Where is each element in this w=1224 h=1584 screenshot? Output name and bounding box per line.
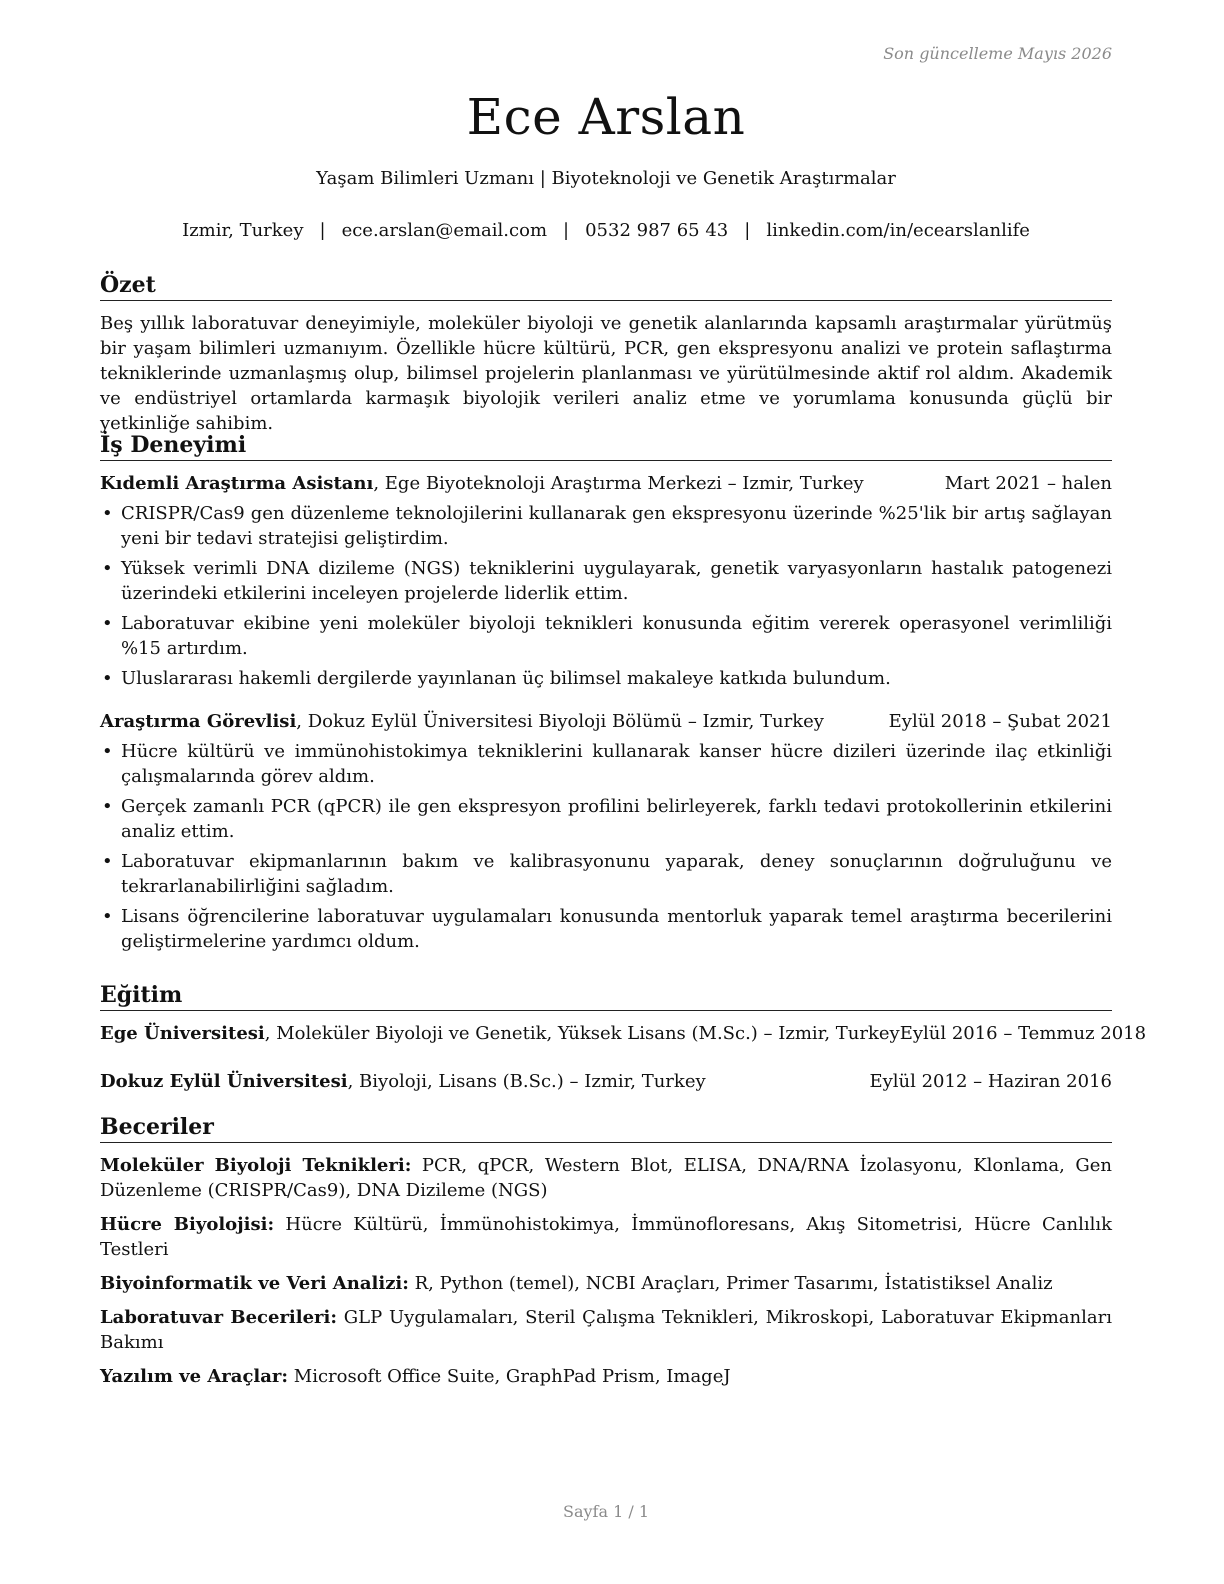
section-title-experience: İş Deneyimi [100,431,1112,461]
contact-separator: | [744,220,751,241]
page-number: Sayfa 1 / 1 [562,1502,649,1521]
job-entry [100,709,1112,954]
job-role: Araştırma Görevlisi [100,711,297,732]
job-bullet: • Yüksek verimli DNA dizileme (NGS) tekniklerini uygulayarak, genetik varyasyonların hastalık patogenezi üzerindeki etkilerini inceleyen projelerde liderlik ettim. [100,556,1112,606]
job-bullet: • CRISPR/Cas9 gen düzenleme teknolojilerini kullanarak gen ekspresyonu üzerinde %25'lik bir artış sağlayan yeni bir tedavi stratejisi geliştirdim. [100,501,1112,551]
skill-label: Yazılım ve Araçlar: [100,1366,289,1387]
job-bullets [100,501,1112,691]
skill-row [100,1364,1112,1389]
skill-row [100,1271,1112,1296]
job-header [100,709,1112,735]
section-title-education: Eğitim [100,981,1112,1011]
education-detail: , Biyoloji, Lisans (B.Sc.) – Izmir, Turkey [347,1071,706,1092]
contact-separator: | [563,220,570,241]
job-bullet: • Laboratuvar ekipmanlarının bakım ve kalibrasyonunu yaparak, deney sonuçlarının doğruluğunu ve tekrarlanabilirliğini sağladım. [100,849,1112,899]
job-dates: Eylül 2018 – Şubat 2021 [888,711,1112,732]
section-title-skills: Beceriler [100,1113,1112,1143]
skill-value: PCR, qPCR, Western Blot, ELISA, DNA/RNA İzolasyonu, Klonlama, Gen Düzenleme (CRISPR/Cas9), DNA Dizileme (NGS) [100,1155,1113,1201]
education-entry [100,1069,1112,1095]
job-org: , Ege Biyoteknoloji Araştırma Merkezi – Izmir, Turkey [373,473,864,494]
contact-phone: 0532 987 65 43 [585,220,729,241]
resume-page [100,0,1147,1584]
job-bullets [100,739,1112,954]
job-bullet: • Laboratuvar ekibine yeni moleküler biyoloji teknikleri konusunda eğitim vererek operasyonel verimliliği %15 artırdım. [100,611,1112,661]
skill-row [100,1212,1112,1262]
education-dates: Eylül 2012 – Haziran 2016 [869,1071,1112,1092]
job-header [100,471,1112,497]
skill-label: Moleküler Biyoloji Teknikleri: [100,1155,412,1176]
education-line [100,1021,900,1047]
job-role: Kıdemli Araştırma Asistanı [100,473,374,494]
job-bullet: • Hücre kültürü ve immünohistokimya tekniklerini kullanarak kanser hücre dizileri üzerinde ilaç etkinliği çalışmalarında görev aldım. [100,739,1112,789]
contact-location: Izmir, Turkey [182,220,304,241]
skill-label: Biyoinformatik ve Veri Analizi: [100,1273,409,1294]
skill-row [100,1153,1112,1203]
experience-section [100,431,1112,959]
job-dates: Mart 2021 – halen [944,473,1112,494]
job-bullet: • Lisans öğrencilerine laboratuvar uygulamaları konusunda mentorluk yaparak temel araştırma becerilerini geliştirmelerine yardımcı oldum. [100,904,1112,954]
skills-section [100,1113,1112,1398]
education-school: Ege Üniversitesi [100,1023,265,1044]
candidate-name: Ece Arslan [466,88,746,146]
contact-line [100,218,1112,244]
education-dates: Eylül 2016 – Temmuz 2018 [899,1023,1147,1044]
job-org: , Dokuz Eylül Üniversitesi Biyoloji Bölümü – Izmir, Turkey [296,711,824,732]
job-bullet: • Gerçek zamanlı PCR (qPCR) ile gen ekspresyon profilini belirleyerek, farklı tedavi protokollerinin etkilerini analiz ettim. [100,794,1112,844]
skill-label: Hücre Biyolojisi: [100,1214,275,1235]
contact-linkedin[interactable]: linkedin.com/in/ecearslanlife [766,220,1030,241]
education-school: Dokuz Eylül Üniversitesi [100,1071,348,1092]
skill-label: Laboratuvar Becerileri: [100,1307,338,1328]
summary-text: Beş yıllık laboratuvar deneyimiyle, moleküler biyoloji ve genetik alanlarında kapsamlı araştırmalar yürütmüş bir yaşam bilimleri uzmanıyım. Özellikle hücre kültürü, PCR, gen ekspresyonu analizi ve protein saflaştırma tekniklerinde uzmanlaşmış olup, bilimsel projelerin planlanması ve yürütülmesinde aktif rol aldım. Akademik ve endüstriyel ortamlarda karmaşık biyolojik verileri analiz etme ve yorumlama konusunda güçlü bir yetkinliğe sahibim. [100,313,1112,434]
section-title-summary: Özet [100,271,1112,301]
skill-row [100,1305,1112,1355]
contact-email[interactable]: ece.arslan@email.com [341,220,548,241]
education-entry [100,1021,1147,1047]
skill-value: GLP Uygulamaları, Steril Çalışma Teknikleri, Mikroskopi, Laboratuvar Ekipmanları Bakımı [100,1307,1112,1353]
last-updated: Son güncelleme Mayıs 2026 [883,44,1112,63]
job-entry [100,471,1112,691]
skill-value: Microsoft Office Suite, GraphPad Prism, ImageJ [288,1366,731,1387]
skill-value: R, Python (temel), NCBI Araçları, Primer Tasarımı, İstatistiksel Analiz [408,1273,1053,1294]
education-line [100,1069,706,1095]
job-bullet: • Uluslararası hakemli dergilerde yayınlanan üç bilimsel makaleye katkıda bulundum. [100,666,1112,691]
job-title-line [100,471,864,497]
education-detail: , Moleküler Biyoloji ve Genetik, Yüksek Lisans (M.Sc.) – Izmir, Turkey [264,1023,900,1044]
summary-section [100,271,1112,436]
education-section [100,981,1147,1117]
tagline: Yaşam Bilimleri Uzmanı | Biyoteknoloji ve Genetik Araştırmalar [316,168,896,189]
contact-separator: | [319,220,326,241]
job-title-line [100,709,824,735]
skill-value: Hücre Kültürü, İmmünohistokimya, İmmünofloresans, Akış Sitometrisi, Hücre Canlılık Testleri [100,1214,1112,1260]
